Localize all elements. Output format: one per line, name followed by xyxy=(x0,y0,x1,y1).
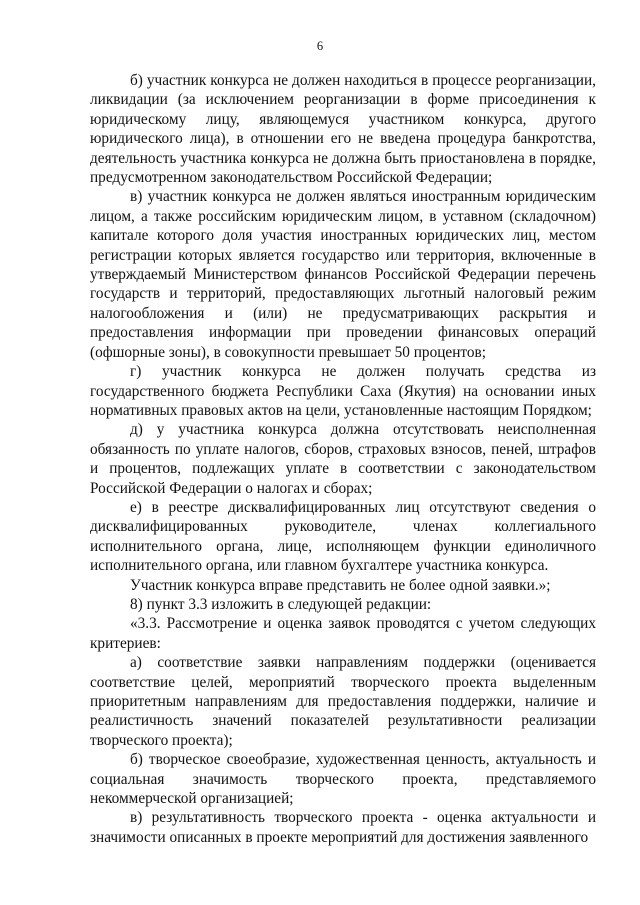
paragraph-e-disqualified-persons: е) в реестре дисквалифицированных лиц отсутствуют сведения о дисквалифицированных руководителе, членах коллегиального исполнительного органа, лице, исполняющем функции единоличного исполнительного органа, или главном бухгалтере участника конкурса. xyxy=(90,498,596,575)
paragraph-one-application: Участник конкурса вправе представить не более одной заявки.»; xyxy=(130,576,551,594)
paragraph-d-tax-obligations: д) у участника конкурса должна отсутствовать неисполненная обязанность по уплате налогов, сборов, страховых взносов, пеней, штрафов и процентов, подлежащих уплате в соответствии с законодательством Российской Федерации о налогах и сборах; xyxy=(90,421,596,497)
page-number: 6 xyxy=(316,39,324,53)
paragraph-3-3-criteria: «3.3. Рассмотрение и оценка заявок проводятся с учетом следующих критериев: xyxy=(90,615,596,652)
paragraph-a-compliance: а) соответствие заявки направлениям поддержки (оценивается соответствие целей, мероприятий творческого проекта выделенным приоритетным направлениям для предоставления поддержки, наличие и реалистичность значений показателей результативности реализации творческого проекта); xyxy=(90,654,596,749)
paragraph-g-budget-funds: г) участник конкурса не должен получать средства из государственного бюджета Республики Саха (Якутия) на основании иных нормативных правовых актов на цели, установленные настоящим Порядком; xyxy=(90,363,596,419)
paragraph-v-foreign-entity: в) участник конкурса не должен являться иностранным юридическим лицом, а также российским юридическим лицом, в уставном (складочном) капитале которого доля участия иностранных юридических лиц, местом регистрации которых является государство или территория, включенные в утверждаемый Министерством финансов Российской Федерации перечень государств и территорий, предоставляющих льготный налоговый режим налогообложения и (или) не предусматривающих раскрытия и предоставления информации при проведении финансовых операций (офшорные зоны), в совокупности превышает 50 процентов; xyxy=(90,188,596,361)
document-body xyxy=(90,71,596,847)
paragraph-b-creativity: б) творческое своеобразие, художественная ценность, актуальность и социальная значимость творческого проекта, представляемого некоммерческой организацией; xyxy=(90,751,596,808)
paragraph-b-reorganization: б) участник конкурса не должен находиться в процессе реорганизации, ликвидации (за исключением реорганизации в форме присоединения к юридическому лицу, являющемуся участником конкурса, другого юридического лица), в отношении его не введена процедура банкротства, деятельность участника конкурса не должна быть приостановлена в порядке, предусмотренном законодательством Российской Федерации; xyxy=(90,72,596,187)
paragraph-v-effectiveness: в) результативность творческого проекта - оценка актуальности и значимости описанных в проекте мероприятий для достижения заявленного xyxy=(90,809,596,846)
paragraph-item-8: 8) пункт 3.3 изложить в следующей редакции: xyxy=(130,595,432,613)
